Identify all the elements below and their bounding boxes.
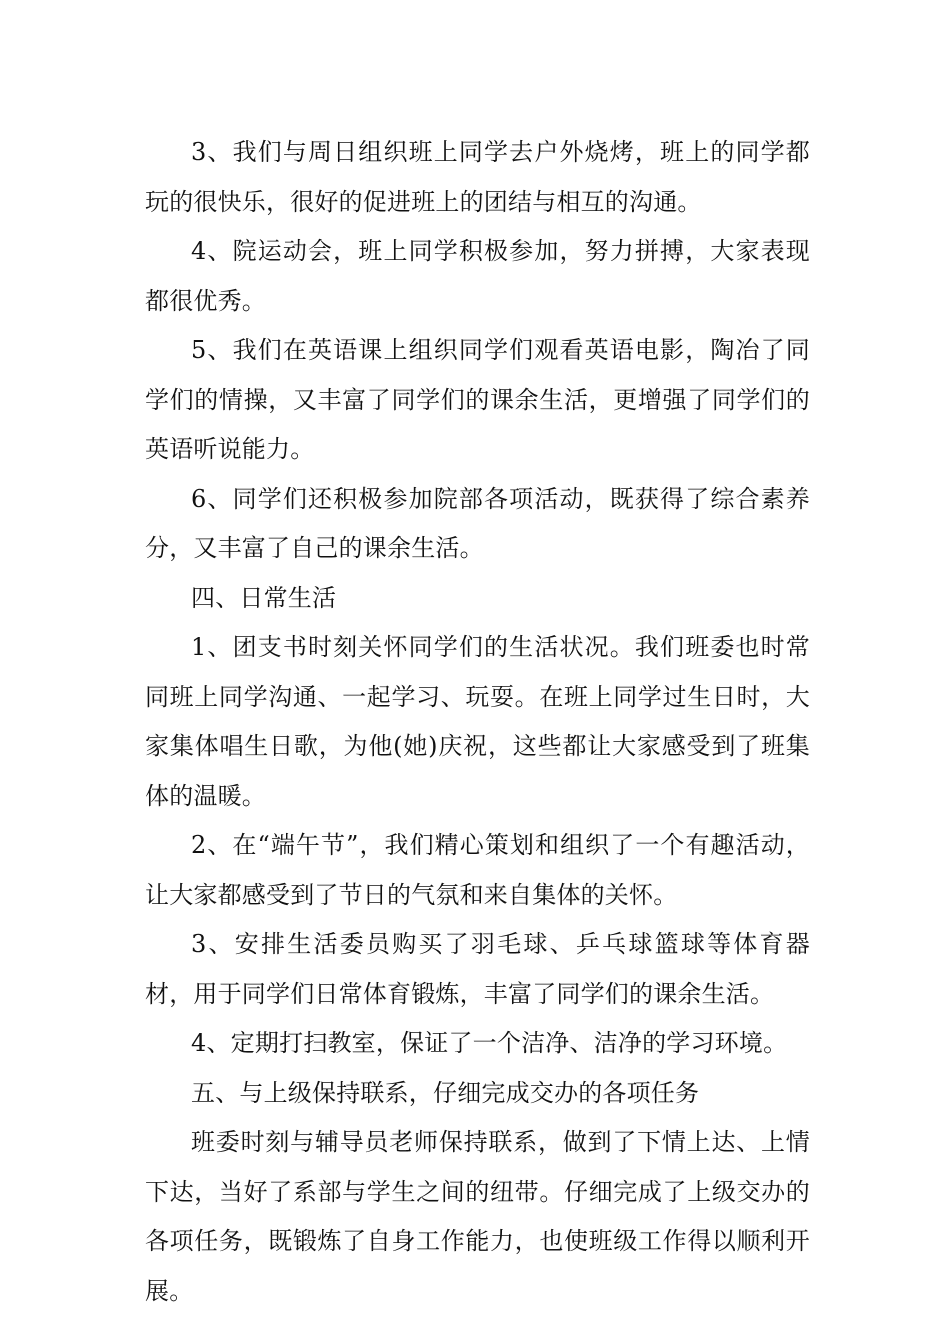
paragraph-daily-1: 1、团支书时刻关怀同学们的生活状况。我们班委也时常同班上同学沟通、一起学习、玩耍。在班上同学过生日时，大家集体唱生日歌，为他(她)庆祝，这些都让大家感受到了班集体的温暖。 [145, 633, 810, 810]
paragraph-daily-2: 2、在“端午节”，我们精心策划和组织了一个有趣活动，让大家都感受到了节日的气氛和来自集体的关怀。 [145, 831, 810, 909]
section-heading-liaison: 五、与上级保持联系，仔细完成交办的各项任务 [191, 1078, 700, 1107]
paragraph-activity-5: 5、我们在英语课上组织同学们观看英语电影，陶冶了同学们的情操，又丰富了同学们的课余生活，更增强了同学们的英语听说能力。 [145, 336, 810, 463]
document-body [145, 128, 810, 1316]
section-heading-daily-life: 四、日常生活 [191, 583, 337, 612]
paragraph-liaison: 班委时刻与辅导员老师保持联系，做到了下情上达、上情下达，当好了系部与学生之间的纽带。仔细完成了上级交办的各项任务，既锻炼了自身工作能力，也使班级工作得以顺利开展。 [145, 1128, 810, 1305]
paragraph-activity-4: 4、院运动会，班上同学积极参加，努力拼搏，大家表现都很优秀。 [145, 237, 810, 315]
paragraph-daily-4: 4、定期打扫教室，保证了一个洁净、洁净的学习环境。 [191, 1029, 788, 1057]
paragraph-activity-6: 6、同学们还积极参加院部各项活动，既获得了综合素养分，又丰富了自己的课余生活。 [145, 484, 810, 562]
paragraph-activity-3: 3、我们与周日组织班上同学去户外烧烤，班上的同学都玩的很快乐，很好的促进班上的团结与相互的沟通。 [145, 138, 810, 216]
paragraph-daily-3: 3、安排生活委员购买了羽毛球、乒乓球篮球等体育器材，用于同学们日常体育锻炼，丰富了同学们的课余生活。 [145, 930, 810, 1008]
